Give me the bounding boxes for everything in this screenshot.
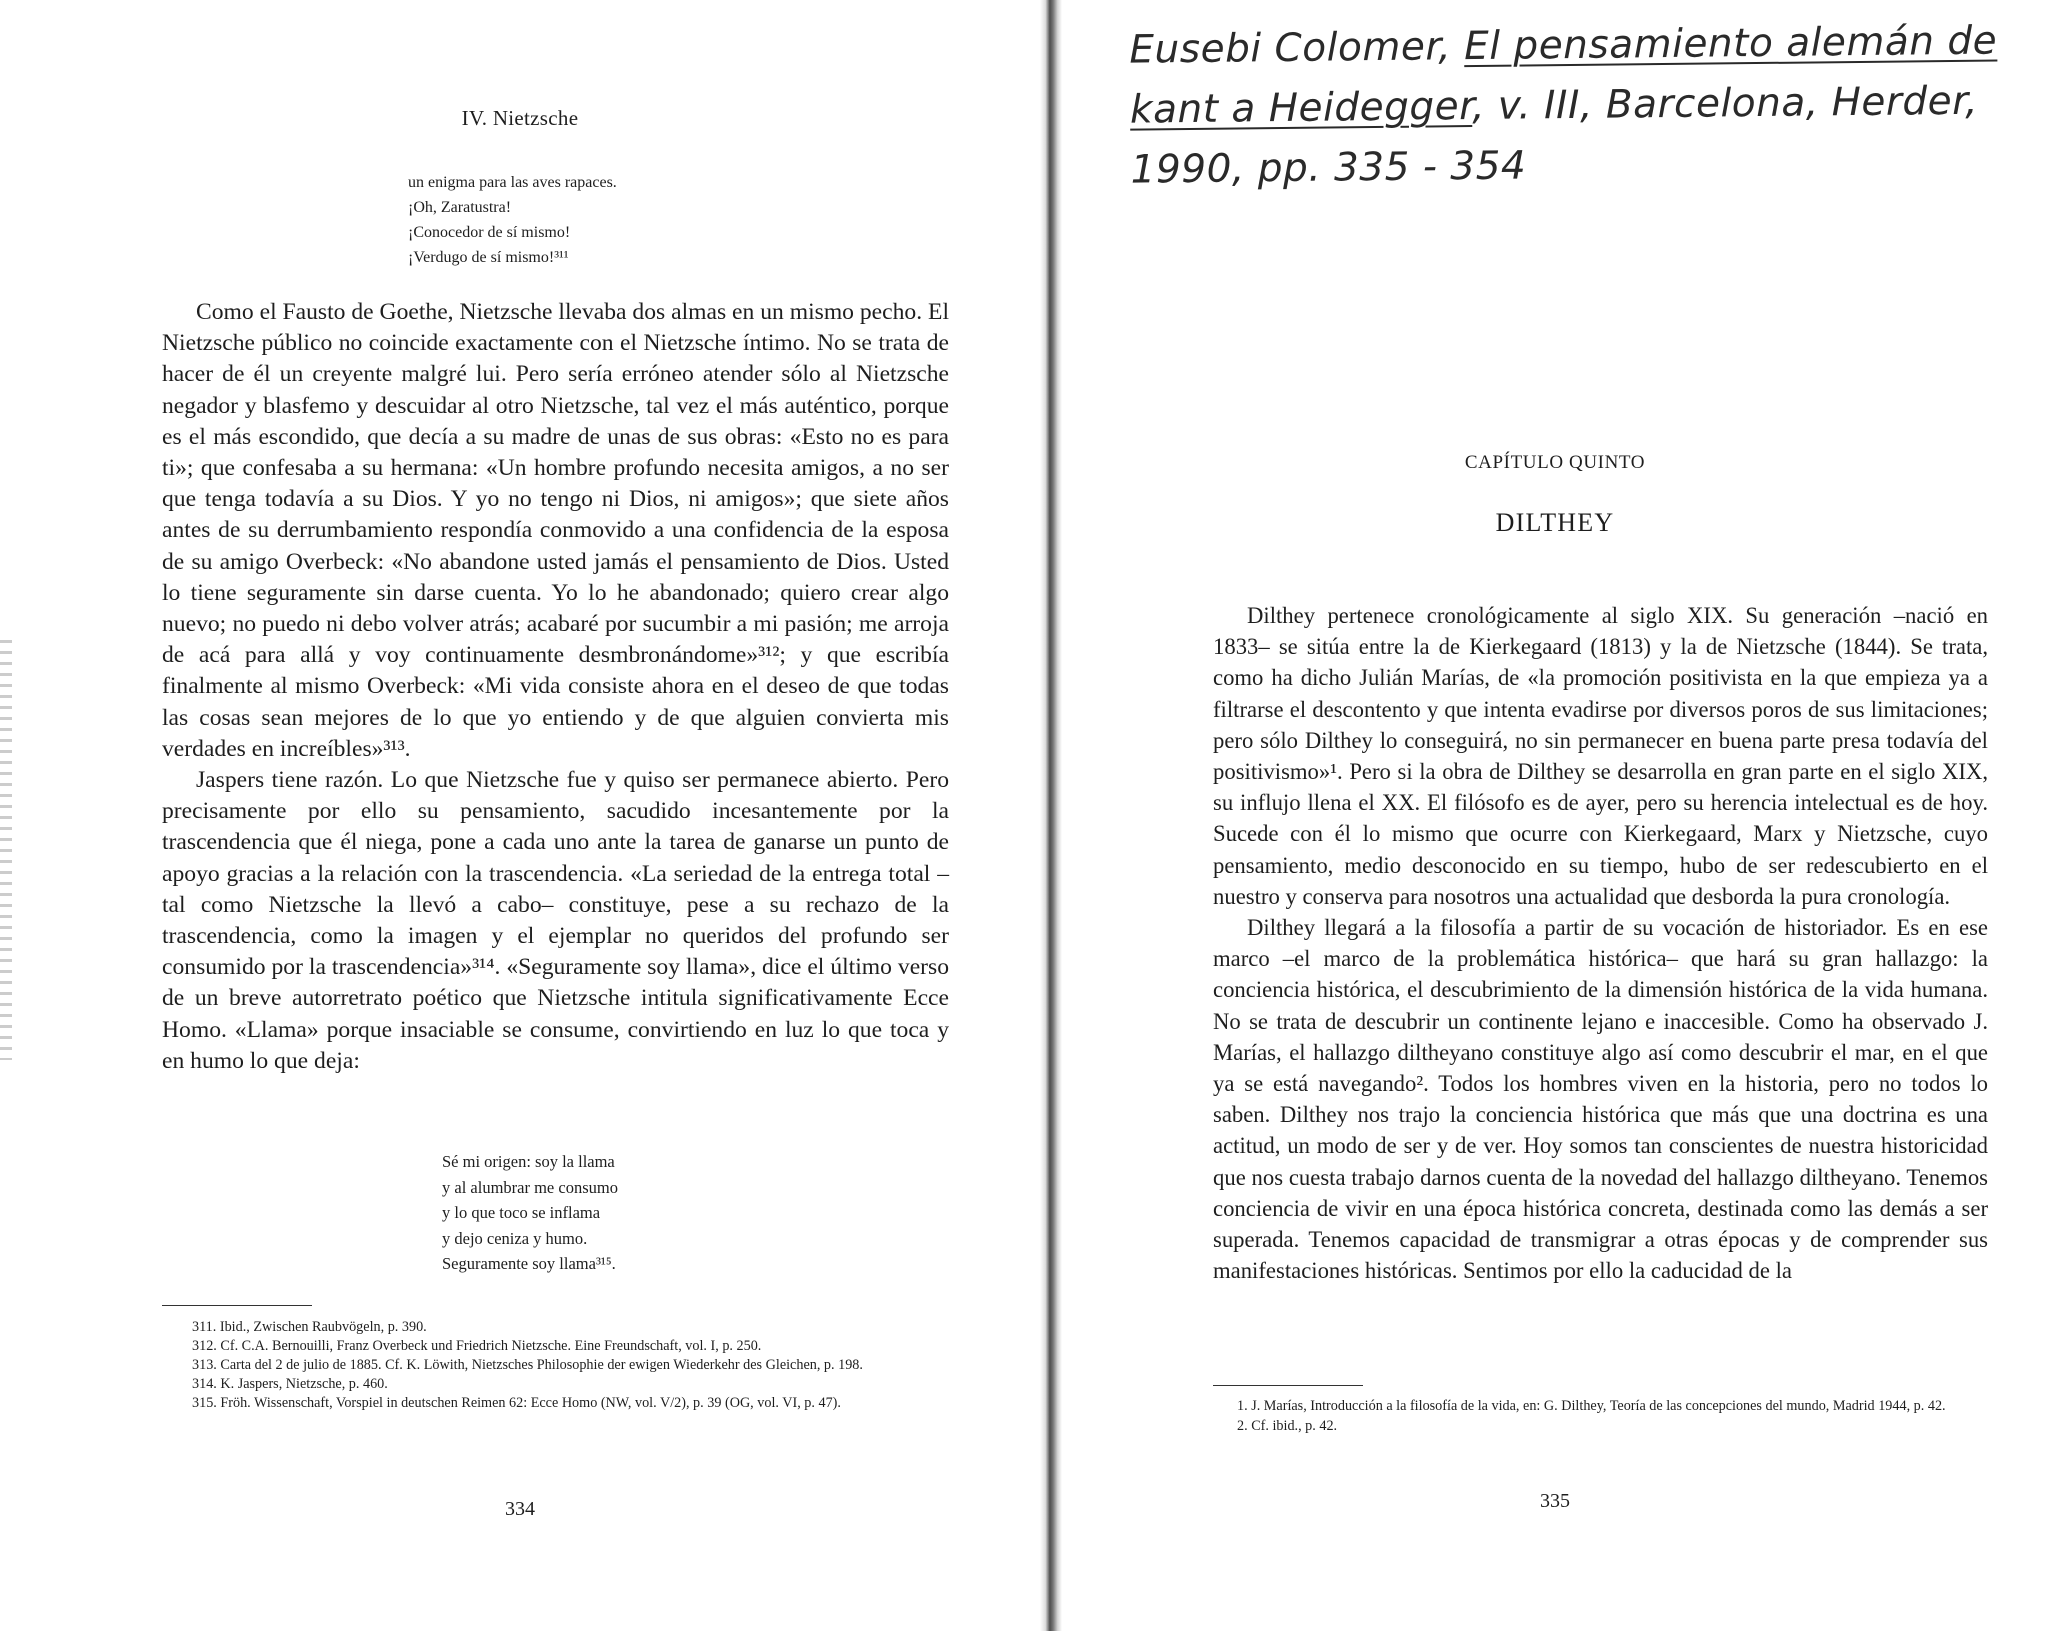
- right-body-text: [1213, 600, 1988, 1286]
- epigraph-line: un enigma para las aves rapaces.: [408, 174, 617, 191]
- verse-quote: [442, 1149, 618, 1277]
- verse-line: y al alumbrar me consumo: [442, 1177, 618, 1197]
- binding-gutter: [1040, 0, 1062, 1631]
- handwritten-line: 1990, pp. 335 - 354: [1130, 143, 1527, 193]
- footnote: 1. J. Marías, Introducción a la filosofía de la vida, en: G. Dilthey, Teoría de las concepciones del mundo, Madrid 1944, p. 42.: [1237, 1398, 1946, 1414]
- footnote-rule: [162, 1305, 312, 1306]
- footnote: 312. Cf. C.A. Bernouilli, Franz Overbeck und Friedrich Nietzsche. Eine Freundschaft, vol. I, p. 250.: [192, 1338, 762, 1354]
- footnote: 311. Ibid., Zwischen Raubvögeln, p. 390.: [192, 1319, 427, 1335]
- paragraph: Dilthey llegará a la filosofía a partir de su vocación de historiador. Es en ese marco –el marco de la problemática histórica– que hará su gran hallazgo: la conciencia histórica, el descubrimiento de la dimensión histórica de la vida humana. No se trata de descubrir un continente lejano e inaccesible. Como ha observado J. Marías, el hallazgo diltheyano constituye algo así como descubrir el mar, en el que ya se está navegando². Todos los hombres viven en la historia, pero no todos lo saben. Dilthey nos trajo la conciencia histórica que más que una doctrina es una actitud, un modo de ser y de ver. Hoy somos tan conscientes de nuestra historicidad que nos cuesta trabajo darnos cuenta de la novedad del hallazgo diltheyano. Tenemos conciencia de vivir en una época histórica concreta, destinada como las demás a ser superada. Tenemos capacidad de transmigrar a otras épocas y de comprender sus manifestaciones históricas. Sentimos por ello la caducidad de la: [1213, 915, 1988, 1284]
- verse-line: y dejo ceniza y humo.: [442, 1228, 588, 1248]
- left-body-text: [162, 297, 949, 1077]
- epigraph-line: ¡Oh, Zaratustra!: [408, 199, 512, 216]
- footnote-rule: [1213, 1385, 1363, 1386]
- handwritten-publisher: , v. III, Barcelona, Herder,: [1471, 78, 1979, 130]
- page-number: 335: [1540, 1490, 1570, 1512]
- handwritten-author: Eusebi Colomer,: [1129, 24, 1465, 73]
- handwritten-title-cont: kant a Heidegger: [1129, 84, 1473, 133]
- footnote: 2. Cf. ibid., p. 42.: [1237, 1418, 1338, 1434]
- paragraph: Como el Fausto de Goethe, Nietzsche llevaba dos almas en un mismo pecho. El Nietzsche público no coincide exactamente con el Nietzsche íntimo. No se trata de hacer de él un creyente malgré lui. Pero sería erróneo atender sólo al Nietzsche negador y blasfemo y descuidar al otro Nietzsche, tal vez el más auténtico, porque es el más escondido, que decía a su madre de unas de sus obras: «Esto no es para ti»; que confesaba a su hermana: «Un hombre profundo necesita amigos, a no ser que tenga todavía a su Dios. Y yo no tengo ni Dios, ni amigos»; que siete años antes de su derrumbamiento respondía conmovido a una confidencia de la esposa de su amigo Overbeck: «No abandone usted jamás el pensamiento de Dios. Usted lo tiene seguramente sin darse cuenta. Yo lo he abandonado; quiero crear algo nuevo; no puedo ni debo volver atrás; acabaré por sucumbir a mi pasión; me arroja de acá para allá y voy continuamente desmbronándome»³¹²; y que escribía finalmente al mismo Overbeck: «Mi vida consiste ahora en el deseo de que todas las cosas sean mejores de lo que yo entiendo y de que alguien convierta mis verdades en increíbles»³¹³.: [162, 299, 949, 762]
- handwritten-line: [1130, 71, 2011, 140]
- handwritten-line: [1129, 11, 2010, 80]
- epigraph-line: ¡Verdugo de sí mismo!³¹¹: [408, 249, 569, 266]
- verse-line: y lo que toco se inflama: [442, 1203, 601, 1222]
- epigraph: [408, 170, 617, 270]
- paragraph: Dilthey pertenece cronológicamente al siglo XIX. Su generación –nació en 1833– se sitúa entre la de Kierkegaard (1813) y la de Nietzsche (1844). Se trata, como ha dicho Julián Marías, de «la promoción positivista en la que empieza ya a filtrarse el descontento y que intenta evadirse por diversos poros de sus limitaciones; pero sólo Dilthey lo conseguirá, no sin permanecer en buena parte presa todavía del positivismo»¹. Pero si la obra de Dilthey se desarrolla en gran parte en el siglo XIX, su influjo llena el XX. El filósofo es de ayer, pero su herencia intelectual es de hoy. Sucede con él lo mismo que ocurre con Kierkegaard, Marx y Nietzsche, cuyo pensamiento, medio desconocido en su tiempo, hubo de ser redescubierto en el nuestro y conserva para nosotros una actualidad que desborda la pura cronología.: [1213, 603, 1988, 909]
- left-footnotes: [162, 1318, 949, 1413]
- chapter-title: DILTHEY: [1495, 508, 1615, 537]
- handwritten-citation: [1129, 11, 2011, 200]
- chapter-label: CAPÍTULO QUINTO: [1464, 452, 1646, 473]
- handwritten-title: El pensamiento alemán de: [1463, 18, 1998, 70]
- running-head: IV. Nietzsche: [461, 106, 579, 130]
- verse-line: Seguramente soy llama³¹⁵.: [442, 1254, 616, 1273]
- footnote: 314. K. Jaspers, Nietzsche, p. 460.: [192, 1376, 388, 1392]
- verse-line: Sé mi origen: soy la llama: [442, 1152, 615, 1171]
- page-number: 334: [505, 1498, 535, 1520]
- epigraph-line: ¡Conocedor de sí mismo!: [408, 224, 571, 241]
- paragraph: Jaspers tiene razón. Lo que Nietzsche fue y quiso ser permanece abierto. Pero precisamente por ello su pensamiento, sacudido incesantemente por la trascendencia que él niega, pone a cada uno ante la tarea de ganarse un punto de apoyo gracias a la relación con la trascendencia. «La seriedad de la entrega total –tal como Nietzsche la llevó a cabo– constituye, pese a su rechazo de la trascendencia, como la imagen y el ejemplar no queridos del profundo ser consumido por la trascendencia»³¹⁴. «Seguramente soy llama», dice el último verso de un breve autorretrato poético que Nietzsche intitula significativamente Ecce Homo. «Llama» porque insaciable se consume, convirtiendo en luz lo que toca y en humo lo que deja:: [162, 767, 949, 1074]
- footnote: 313. Carta del 2 de julio de 1885. Cf. K. Löwith, Nietzsches Philosophie der ewigen Wiederkehr des Gleichen, p. 198.: [192, 1357, 863, 1373]
- right-footnotes: [1213, 1396, 1988, 1436]
- footnote: 315. Fröh. Wissenschaft, Vorspiel in deutschen Reimen 62: Ecce Homo (NW, vol. V/2), p. 39 (OG, vol. VI, p. 47).: [192, 1395, 841, 1411]
